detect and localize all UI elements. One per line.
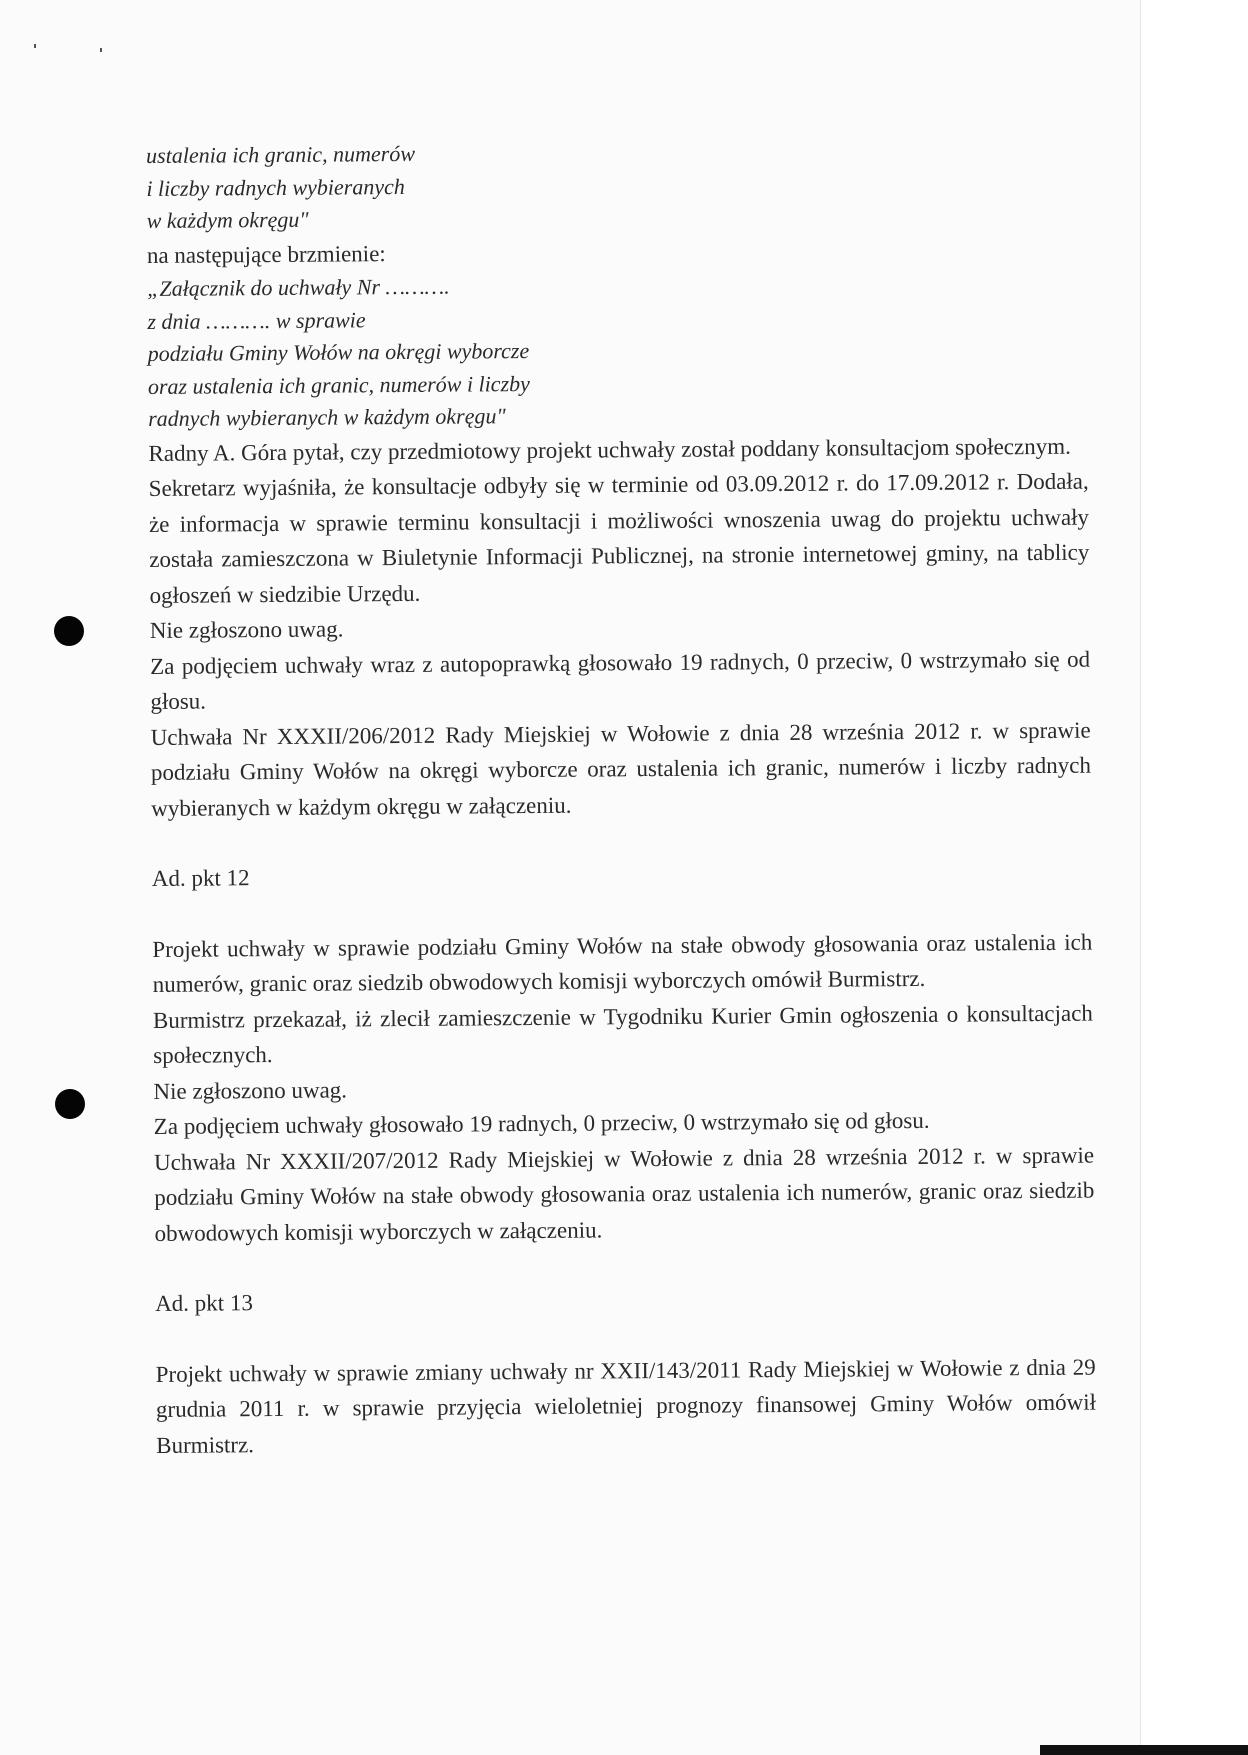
attachment-title-new-line: z dnia ………. w sprawie	[147, 306, 366, 334]
paragraph: Uchwała Nr XXXII/206/2012 Rady Miejskiej w Wołowie z dnia 28 września 2012 r. w sprawie podziału Gminy Wołów na okręgi wyborcze oraz ustalenia ich granic, numerów i liczby radnych wybieranych w każdym okręgu w załączeniu.	[150, 717, 1092, 821]
paragraph: Projekt uchwały w sprawie podziału Gminy Wołów na stałe obwody głosowania oraz ustalenia ich numerów, granic oraz siedzib obwodowych komisji wyborczych omówił Burmistrz.	[152, 929, 1093, 997]
intro-line: na następujące brzmienie:	[146, 240, 386, 268]
attachment-title-new-line: podziału Gminy Wołów na okręgi wyborcze	[147, 337, 530, 366]
punch-hole	[55, 1089, 85, 1119]
document-body	[146, 133, 1096, 1463]
paragraph: Za podjęciem uchwały głosowało 19 radnych, 0 przeciw, 0 wstrzymało się od głosu.	[153, 1107, 930, 1139]
section-heading: Ad. pkt 12	[151, 865, 250, 891]
attachment-title-new-line: oraz ustalenia ich granic, numerów i liczby	[147, 370, 530, 399]
scan-speck	[100, 48, 102, 52]
paragraph: Nie zgłoszono uwag.	[153, 1076, 348, 1104]
paragraph: Sekretarz wyjaśniła, że konsultacje odbyły się w terminie od 03.09.2012 r. do 17.09.2012 r. Dodała, że informacja w sprawie terminu konsultacji i możliwości wnoszenia uwag do projektu uchwały została zamieszczona w Biuletynie Informacji Publicznej, na stronie internetowej gminy, na tablicy ogłoszeń w siedzibie Urzędu.	[148, 468, 1090, 608]
attachment-title-old-line: i liczby radnych wybieranych	[146, 173, 405, 201]
attachment-title-old-line: ustalenia ich granic, numerów	[146, 140, 416, 168]
scan-edge-shadow	[1040, 1745, 1248, 1755]
attachment-title-old-line: w każdym okręgu"	[146, 206, 309, 233]
paragraph: Burmistrz przekazał, iż zlecił zamieszczenie w Tygodniku Kurier Gmin ogłoszenia o konsultacjach społecznych.	[152, 1000, 1093, 1068]
scan-speck	[34, 44, 36, 48]
paragraph: Za podjęciem uchwały wraz z autopoprawką głosowało 19 radnych, 0 przeciw, 0 wstrzymało się od głosu.	[150, 646, 1091, 714]
paragraph: Nie zgłoszono uwag.	[149, 616, 344, 643]
paragraph: Radny A. Góra pytał, czy przedmiotowy projekt uchwały został poddany konsultacjom społecznym.	[148, 433, 1071, 466]
attachment-title-new-line: radnych wybieranych w każdym okręgu"	[148, 403, 506, 431]
attachment-title-new-line: „Załącznik do uchwały Nr ……….	[147, 273, 450, 301]
paragraph: Projekt uchwały w sprawie zmiany uchwały nr XXII/143/2011 Rady Miejskiej w Wołowie z dnia 29 grudnia 2011 r. w sprawie przyjęcia wieloletniej prognozy finansowej Gminy Wołów omówił Burmistrz.	[155, 1354, 1097, 1458]
section-heading: Ad. pkt 13	[155, 1290, 253, 1316]
paragraph: Uchwała Nr XXXII/207/2012 Rady Miejskiej w Wołowie z dnia 28 września 2012 r. w sprawie podziału Gminy Wołów na stałe obwody głosowania oraz ustalenia ich numerów, granic oraz siedzib obwodowych komisji wyborczych w załączeniu.	[153, 1142, 1095, 1246]
punch-hole	[54, 616, 84, 646]
